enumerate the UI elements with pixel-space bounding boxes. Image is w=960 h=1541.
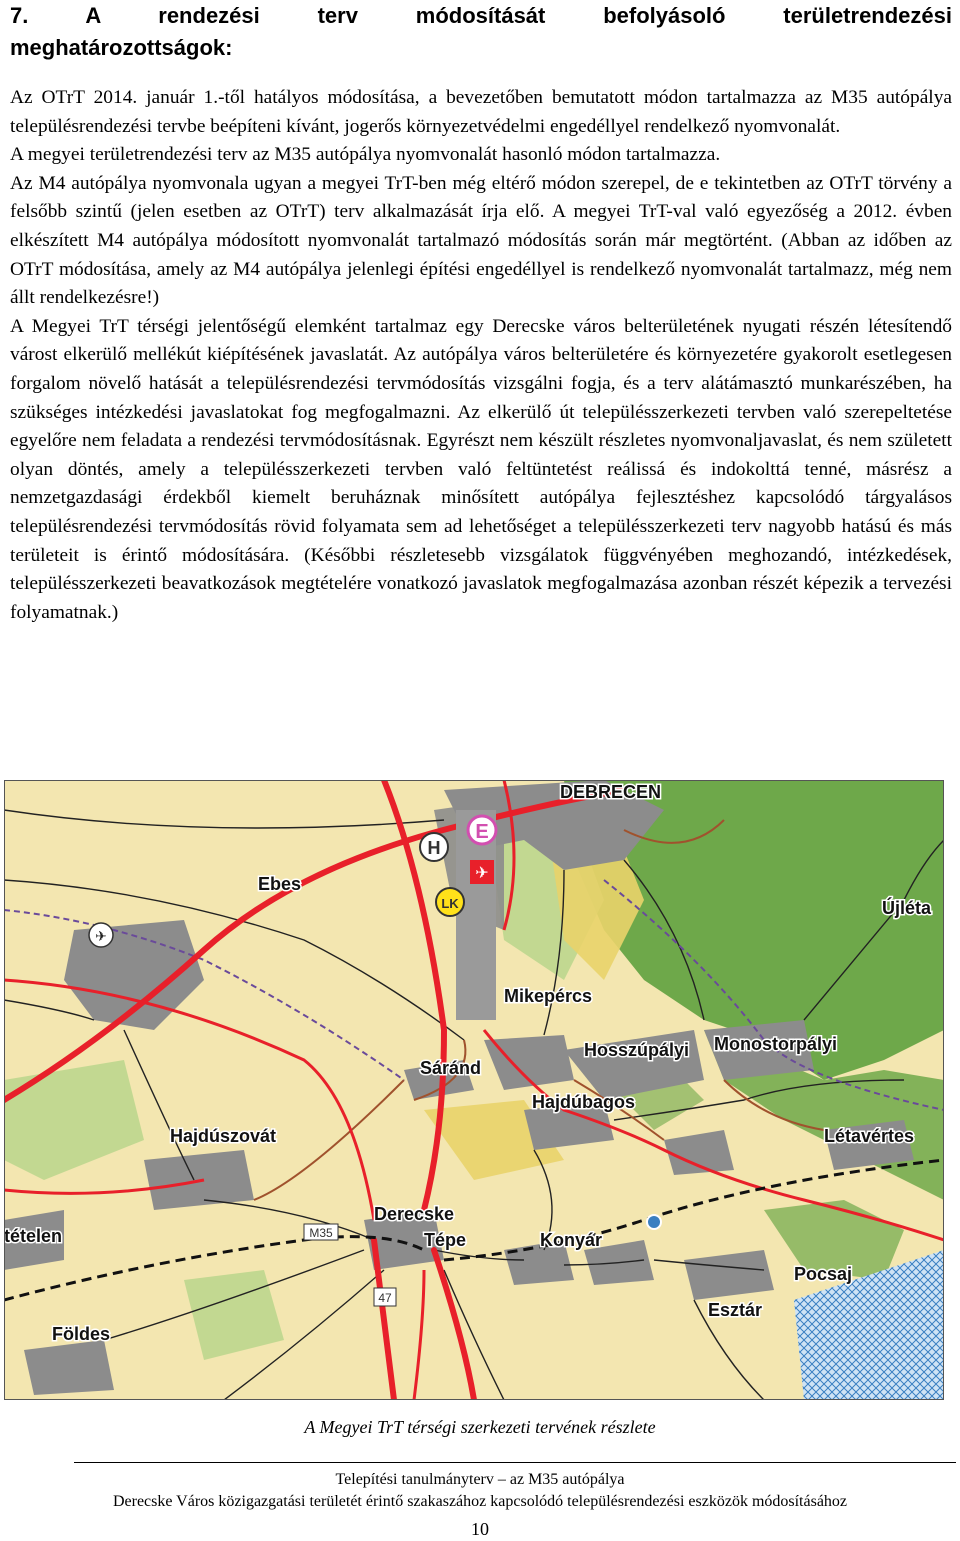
- svg-text:✈: ✈: [475, 863, 489, 882]
- label-pocsaj: Pocsaj: [794, 1264, 853, 1284]
- water-point-icon: [647, 1215, 661, 1229]
- footer-line-1: Telepítési tanulmányterv – az M35 autópálya: [335, 1471, 625, 1488]
- label-debrecen: DEBRECEN: [560, 782, 662, 802]
- map-caption: A Megyei TrT térségi szerkezeti tervének részlete: [304, 1417, 656, 1437]
- lk-symbol-label: LK: [441, 896, 459, 911]
- map-graphic: [4, 780, 944, 1400]
- paragraph-otrt: Az OTrT 2014. január 1.-től hatályos módosítása, a bevezetőben bemutatott módon tartalmazza az M35 autópálya településrendezési tervbe beépíteni kívánt, jogerős környezetvédelmi engedéllyel rendelkező nyomvonalát.: [10, 87, 952, 137]
- label-hosszupalyi: Hosszúpályi: [584, 1040, 690, 1060]
- regional-plan-map: [4, 780, 944, 1400]
- page-number: 10: [471, 1519, 489, 1539]
- label-tetelen: tételen: [4, 1226, 63, 1246]
- label-ujleta: Újléta: [882, 898, 932, 918]
- section-heading-line-2: meghatározottságok:: [10, 35, 233, 60]
- footer-line-2: Derecske Város közigazgatási területét érintő szakaszához kapcsolódó településrendezési eszközök módosításához: [112, 1493, 848, 1510]
- label-hajduszovat: Hajdúszovát: [170, 1126, 277, 1146]
- label-sarand: Sáránd: [420, 1058, 482, 1078]
- svg-text:✈: ✈: [95, 929, 107, 945]
- paragraph-m4: Az M4 autópálya nyomvonala ugyan a megyei TrT-ben még eltérő módon szerepel, de e tekintetben az OTrT törvény a felsőbb szintű (jelen esetben az OTrT) terv alkalmazását írja elő. A megyei TrT-val való egyezőség a 2012. évben elkészített M4 autópálya módosított nyomvonalát tartalmazó módosítás során már megtörtént. (Abban az időben az OTrT módosítása, amely az M4 autópálya jelenlegi építési engedéllyel is rendelkező nyomvonalát tartalmazz, még nem állt rendelkezésre!): [10, 172, 952, 309]
- label-esztar: Esztár: [708, 1300, 763, 1320]
- e-symbol-label: E: [475, 821, 489, 843]
- r47-shield-label: 47: [378, 1291, 392, 1305]
- h-symbol-label: H: [427, 838, 441, 858]
- footer-rule: [74, 1462, 956, 1463]
- label-hajdubagos: Hajdúbagos: [532, 1092, 636, 1112]
- label-letavertes: Létavértes: [824, 1126, 915, 1146]
- label-foldes: Földes: [52, 1324, 111, 1344]
- body-text: [10, 84, 952, 627]
- section-heading-line-1: 7. A rendezési terv módosítását befolyásoló területrendezési: [10, 3, 952, 28]
- label-tepe: Tépe: [424, 1230, 467, 1250]
- paragraph-derecske-bypass: A Megyei TrT térségi jelentőségű elemként tartalmaz egy Derecske város belterületének nyugati részén létesítendő várost elkerülő mellékút kiépítésének javaslatát. Az autópálya város belterületére és környezetére gyakorolt esetlegesen forgalom növelő hatását a településrendezési tervmódosítás vizsgálni fogja, és a terv alátámasztó munkarészében, ha szükséges intézkedési javaslatokat fog megfogalmazni. Az elkerülő út településszerkezeti tervben való szerepeltetése egyelőre nem feladata a rendezési tervmódosításnak. Egyrészt nem készült részletes nyomvonaljavaslat, és nem született olyan döntés, amely a településszerkezeti tervben való feltüntetést reálissá és indokolttá tenné, másrész a nemzetgazdasági érdekből kiemelt beruháznak minősített autópálya fejlesztéshez kapcsolódó tárgyalásos településrendezési tervmódosítás rövid folyamata sem ad lehetőséget a településszerkezeti terv nagyobb hatású és más területeit is érintő módosítására. (Későbbi részletesebb vizsgálatok függvényében meghozandó, intézkedések, településszerkezeti beavatkozások megtételére vonatkozó javaslatok megfogalmazása azonban részét képezik a tervezési folyamatnak.): [10, 315, 952, 623]
- paragraph-megyei-m35: A megyei területrendezési terv az M35 autópálya nyomvonalát hasonló módon tartalmazza.: [10, 144, 721, 166]
- label-mikepercs: Mikepércs: [504, 986, 593, 1006]
- m35-shield-label: M35: [309, 1226, 333, 1240]
- label-derecske: Derecske: [374, 1204, 455, 1224]
- label-ebes: Ebes: [258, 874, 302, 894]
- label-konyar: Konyár: [540, 1230, 603, 1250]
- label-monostorpalyi: Monostorpályi: [714, 1034, 838, 1054]
